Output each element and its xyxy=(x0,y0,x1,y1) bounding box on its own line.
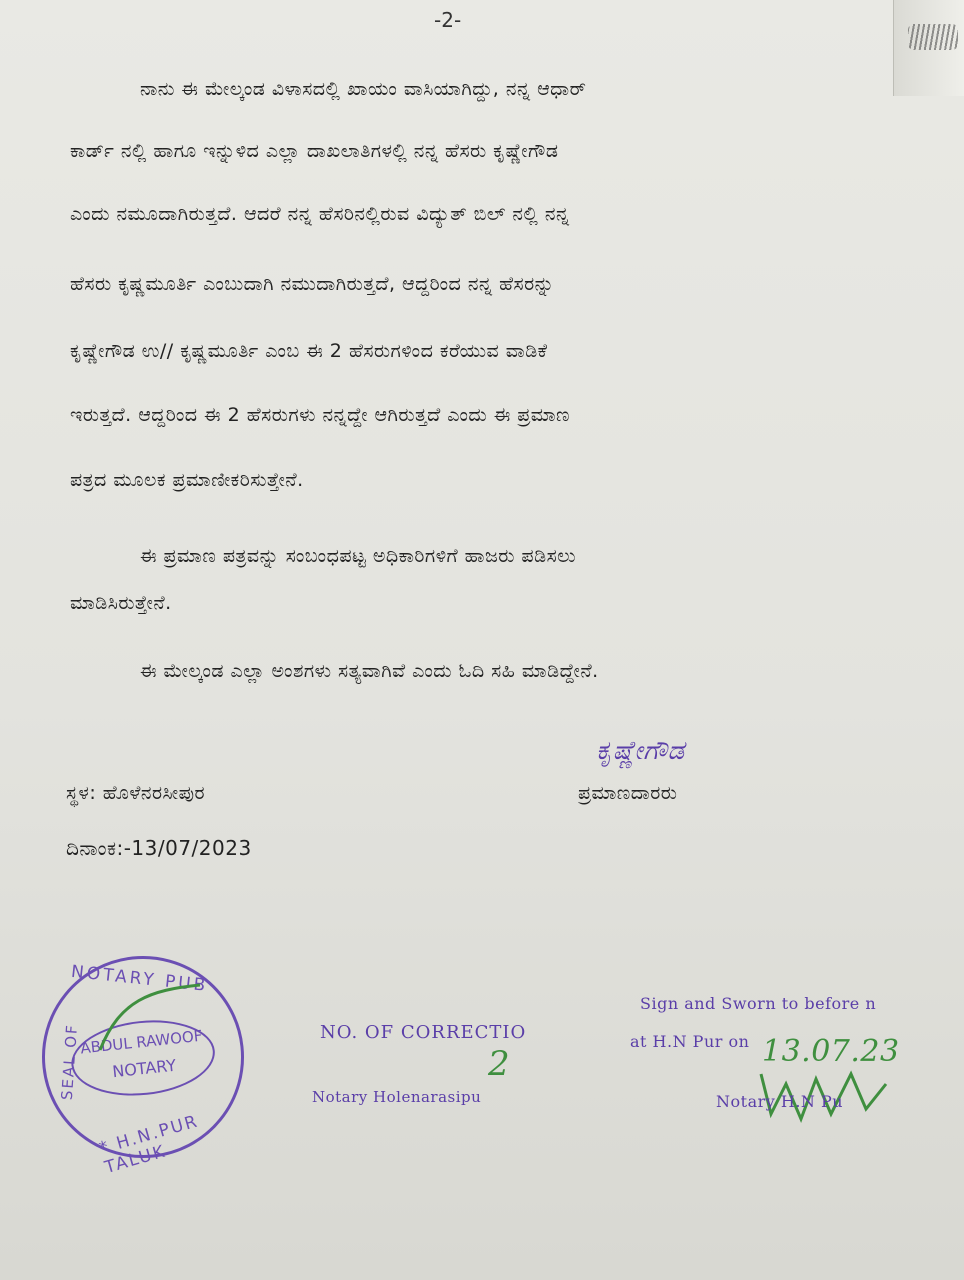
paragraph1-line5: ಕೃಷ್ಣೇಗೌಡ ಉ// ಕೃಷ್ಣಮೂರ್ತಿ ಎಂಬ ಈ 2 ಹೆಸರುಗಳಿಂದ ಕರೆಯುವ ವಾಡಿಕೆ xyxy=(70,340,548,362)
handwritten-signature: ಕೃಷ್ಣೇಗೌಡ xyxy=(596,736,685,766)
attached-page-edge xyxy=(893,0,964,96)
sworn-line3: Notary H.N Pu xyxy=(716,1092,844,1111)
corrections-count: 2 xyxy=(488,1044,511,1084)
seal-left-text: SEAL OF xyxy=(57,1022,82,1101)
notary-place: Notary Holenarasipu xyxy=(312,1088,482,1106)
paragraph2-line2: ಮಾಡಿಸಿರುತ್ತೇನೆ. xyxy=(70,592,172,614)
seal-name: ABDUL RAWOOF xyxy=(79,1026,204,1058)
sworn-line1: Sign and Sworn to before n xyxy=(640,994,877,1013)
fingerprint-mark xyxy=(908,24,958,50)
seal-title: NOTARY xyxy=(111,1055,177,1082)
date-line: ದಿನಾಂಕ:-13/07/2023 xyxy=(66,836,252,860)
corrections-label: NO. OF CORRECTIO xyxy=(320,1022,527,1043)
sworn-line2: at H.N Pur on xyxy=(630,1032,750,1051)
page-number: -2- xyxy=(434,8,462,32)
place-line: ಸ್ಥಳ: ಹೊಳೆನರಸೀಪುರ xyxy=(66,782,206,804)
paragraph2-line1: ಈ ಪ್ರಮಾಣ ಪತ್ರವನ್ನು ಸಂಬಂಧಪಟ್ಟ ಅಧಿಕಾರಿಗಳಿಗೆ ಹಾಜರು ಪಡಿಸಲು xyxy=(140,545,577,567)
seal-signature-scribble xyxy=(90,980,210,1060)
paragraph1-line2: ಕಾರ್ಡ್ ನಲ್ಲಿ ಹಾಗೂ ಇನ್ನುಳಿದ ಎಲ್ಲಾ ದಾಖಲಾತಿಗಳಲ್ಲಿ ನನ್ನ ಹೆಸರು ಕೃಷ್ಣೇಗೌಡ xyxy=(70,140,559,162)
paragraph1-line4: ಹೆಸರು ಕೃಷ್ಣಮೂರ್ತಿ ಎಂಬುದಾಗಿ ನಮುದಾಗಿರುತ್ತದೆ, ಆದ್ದರಿಂದ ನನ್ನ ಹೆಸರನ್ನು xyxy=(70,273,555,295)
paragraph3: ಈ ಮೇಲ್ಕಂಡ ಎಲ್ಲಾ ಅಂಶಗಳು ಸತ್ಯವಾಗಿವೆ ಎಂದು ಓದಿ ಸಹಿ ಮಾಡಿದ್ದೇನೆ. xyxy=(140,660,599,682)
declarant-label: ಪ್ರಮಾಣದಾರರು xyxy=(578,782,678,804)
paragraph1-line1: ನಾನು ಈ ಮೇಲ್ಕಂಡ ವಿಳಾಸದಲ್ಲಿ ಖಾಯಂ ವಾಸಿಯಾಗಿದ್ದು, ನನ್ನ ಆಧಾರ್ xyxy=(140,78,587,100)
paragraph1-line6: ಇರುತ್ತದೆ. ಆದ್ದರಿಂದ ಈ 2 ಹೆಸರುಗಳು ನನ್ನದ್ದೇ ಆಗಿರುತ್ತದೆ ಎಂದು ಈ ಪ್ರಮಾಣ xyxy=(70,404,571,426)
seal-top-text: NOTARY PUB xyxy=(70,961,210,997)
paragraph1-line3: ಎಂದು ನಮೂದಾಗಿರುತ್ತದೆ. ಆದರೆ ನನ್ನ ಹೆಸರಿನಲ್ಲಿರುವ ವಿದ್ಯುತ್ ಬಿಲ್ ನಲ್ಲಿ ನನ್ನ xyxy=(70,203,570,225)
paragraph1-line7: ಪತ್ರದ ಮೂಲಕ ಪ್ರಮಾಣೀಕರಿಸುತ್ತೇನೆ. xyxy=(70,469,304,491)
seal-bottom-text: * H.N.PUR TALUK xyxy=(97,1111,202,1179)
sworn-date-handwritten: 13.07.23 xyxy=(762,1034,900,1069)
